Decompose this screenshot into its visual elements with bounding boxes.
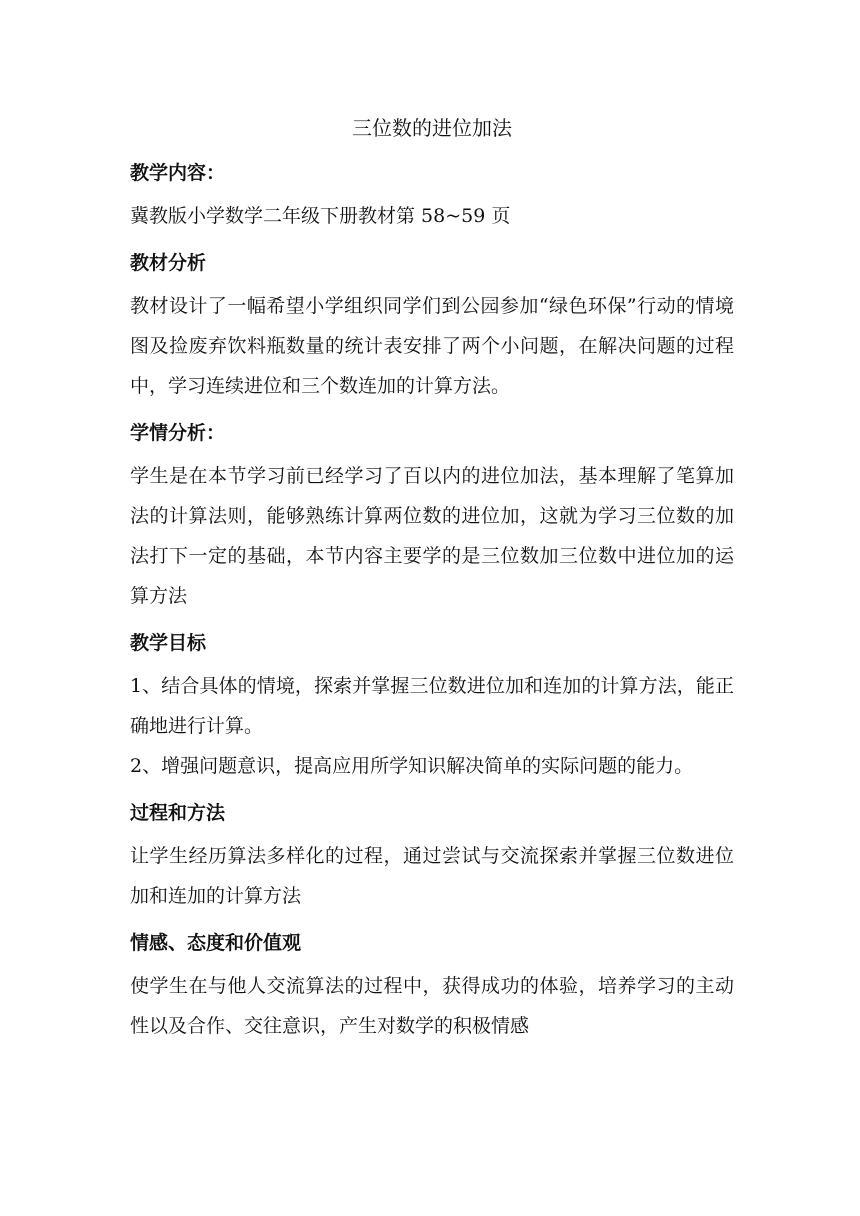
section-paragraph: 1、结合具体的情境，探索并掌握三位数进位加和连加的计算方法，能正确地进行计算。 (130, 675, 734, 737)
document-title: 三位数的进位加法 (352, 116, 512, 140)
section-heading-process-methods: 过程和方法 (130, 802, 226, 824)
section-paragraph: 教材设计了一幅希望小学组织同学们到公园参加“绿色环保”行动的情境图及捡废弃饮料瓶数量的统计表安排了两个小问题，在解决问题的过程中，学习连续进位和三个数连加的计算方法。 (130, 295, 734, 397)
section-heading-teaching-content: 教学内容： (130, 162, 226, 184)
section-paragraph: 让学生经历算法多样化的过程，通过尝试与交流探索并掌握三位数进位加和连加的计算方法 (130, 845, 734, 907)
section-paragraph: 使学生在与他人交流算法的过程中，获得成功的体验，培养学习的主动性以及合作、交往意识，产生对数学的积极情感 (130, 975, 734, 1037)
section-paragraph: 2、增强问题意识，提高应用所学知识解决简单的实际问题的能力。 (130, 755, 694, 777)
section-heading-teaching-goals: 教学目标 (130, 632, 207, 654)
section-heading-textbook-analysis: 教材分析 (130, 252, 207, 274)
section-paragraph: 学生是在本节学习前已经学习了百以内的进位加法，基本理解了笔算加法的计算法则，能够熟练计算两位数的进位加，这就为学习三位数的加法打下一定的基础，本节内容主要学的是三位数加三位数中进位加的运算方法 (130, 465, 734, 607)
section-heading-student-analysis: 学情分析： (130, 422, 226, 444)
section-heading-attitudes-values: 情感、态度和价值观 (130, 932, 302, 954)
section-paragraph: 冀教版小学数学二年级下册教材第 58~59 页 (130, 205, 511, 227)
document-body (130, 110, 734, 1046)
